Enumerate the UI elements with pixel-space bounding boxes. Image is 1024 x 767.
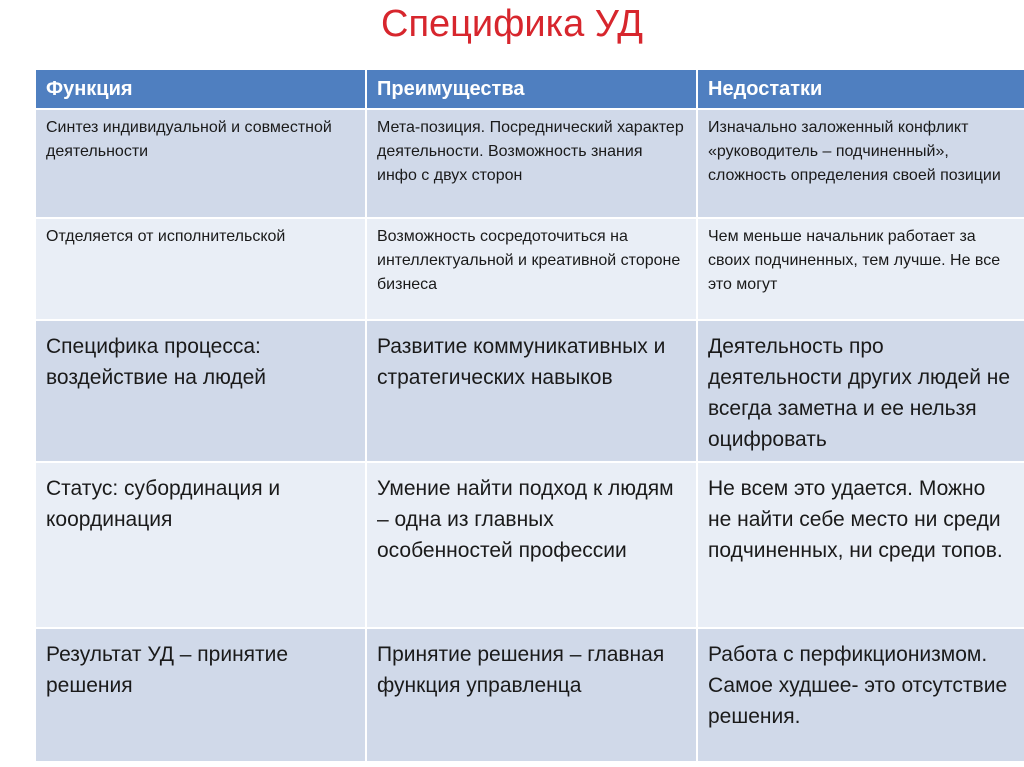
cell-function: Результат УД – принятие решения [35,628,366,762]
cell-advantages: Мета-позиция. Посреднический характер деятельности. Возможность знания инфо с двух сторон [366,109,697,218]
comparison-table [34,68,1024,763]
cell-advantages: Принятие решения – главная функция управленца [366,628,697,762]
cell-function: Статус: субординация и координация [35,462,366,628]
cell-advantages: Умение найти подход к людям – одна из главных особенностей профессии [366,462,697,628]
slide-title: Специфика УД [381,3,643,45]
header-advantages: Преимущества [366,69,697,109]
table-row [35,109,1024,218]
cell-function: Специфика процесса: воздействие на людей [35,320,366,462]
cell-advantages: Возможность сосредоточиться на интеллектуальной и креативной стороне бизнеса [366,218,697,320]
table-row [35,628,1024,762]
cell-disadvantages: Чем меньше начальник работает за своих подчиненных, тем лучше. Не все это могут [697,218,1024,320]
table-row [35,320,1024,462]
cell-disadvantages: Работа с перфикционизмом. Самое худшее- это отсутствие решения. [697,628,1024,762]
table-header-row [35,69,1024,109]
cell-disadvantages: Не всем это удается. Можно не найти себе место ни среди подчиненных, ни среди топов. [697,462,1024,628]
header-disadvantages: Недостатки [697,69,1024,109]
cell-function: Синтез индивидуальной и совместной деятельности [35,109,366,218]
cell-disadvantages: Деятельность про деятельности других людей не всегда заметна и ее нельзя оцифровать [697,320,1024,462]
cell-disadvantages: Изначально заложенный конфликт «руководитель – подчиненный», сложность определения своей позиции [697,109,1024,218]
table-row [35,462,1024,628]
cell-function: Отделяется от исполнительской [35,218,366,320]
cell-advantages: Развитие коммуникативных и стратегических навыков [366,320,697,462]
header-function: Функция [35,69,366,109]
table-row [35,218,1024,320]
